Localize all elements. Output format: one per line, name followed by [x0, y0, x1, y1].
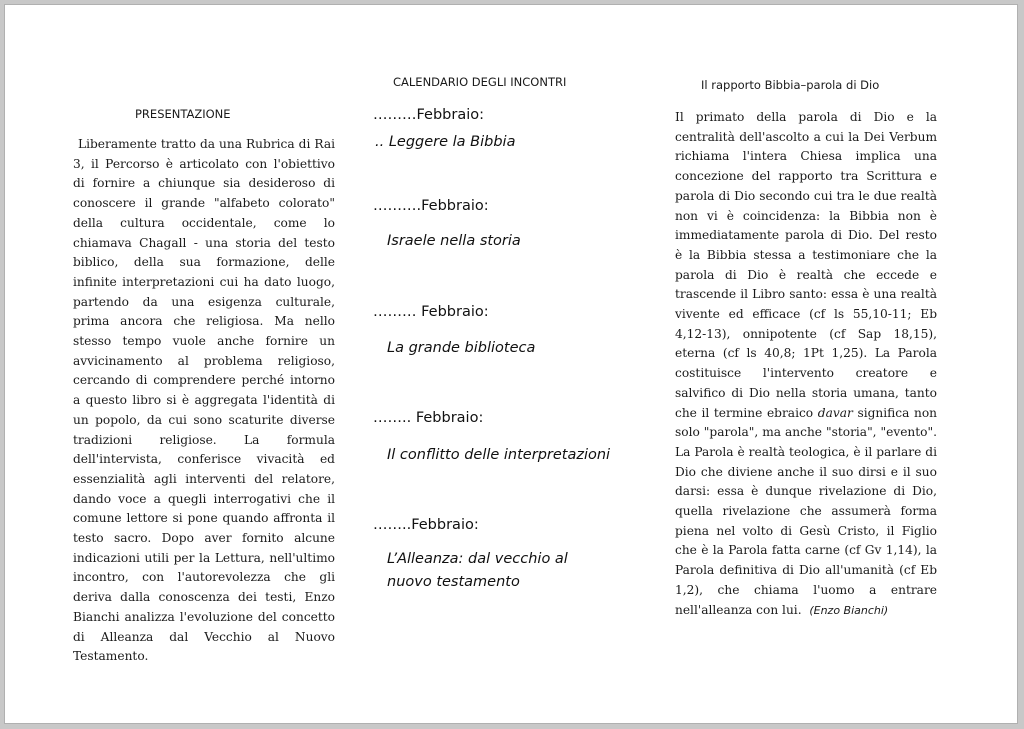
calendar-date-3: ……… Febbraio: [373, 304, 489, 320]
calendar-title-3: La grande biblioteca [387, 340, 536, 356]
calendar-date-5: ……..Febbraio: [373, 517, 479, 533]
rapporto-body-part-1: Il primato della parola di Dio e la centralità dell'ascolto a cui la Dei Verbum richiama l'intera Chiesa implica una concezione del rapporto tra Scrittura e parola di Dio secondo cui tra le due realtà non vi è coincidenza: la Bibbia non è immediatamente parola di Dio. Del resto è la Bibbia stessa a testimoniare che la parola di Dio è realtà che eccede e trascende il Libro santo: essa è una realtà vivente ed efficace (cf ls 55,10-11; Eb 4,12-13), onnipotente (cf Sap 18,15), eterna (cf ls 40,8; 1Pt 1,25). La Parola costituisce l'intervento creatore e salvifico di Dio nella storia umana, tanto che il termine ebraico [675, 110, 937, 420]
calendar-title-1: .. Leggere la Bibbia [375, 134, 516, 150]
calendar-date-4: …….. Febbraio: [373, 410, 484, 426]
rapporto-heading: Il rapporto Bibbia–parola di Dio [701, 78, 880, 92]
calendar-date-2: ……….Febbraio: [373, 198, 489, 214]
rapporto-signature: (Enzo Bianchi) [809, 603, 889, 617]
presentazione-heading: PRESENTAZIONE [135, 107, 231, 121]
brochure-page [5, 5, 1017, 723]
calendar-date-1: ………Febbraio: [373, 107, 485, 123]
calendar-title-2: Israele nella storia [387, 233, 521, 249]
calendario-heading: CALENDARIO DEGLI INCONTRI [393, 75, 567, 89]
calendar-title-4: Il conflitto delle interpretazioni [387, 447, 611, 463]
calendar-title-5: L’Alleanza: dal vecchio al nuovo testamento [387, 551, 568, 590]
presentazione-body: Liberamente tratto da una Rubrica di Rai 3, il Percorso è articolato con l'obiettivo di fornire a chiunque sia desideroso di conoscere il grande "alfabeto colorato" della cultura occidentale, come lo chiamava Chagall - una storia del testo biblico, della sua formazione, delle infinite interpretazioni cui ha dato luogo, partendo da una esigenza culturale, prima ancora che religiosa. Ma nello stesso tempo vuole anche fornire un avvicinamento al problema religioso, cercando di comprendere perché intorno a questo libro si è aggregata l'identità di un popolo, da cui sono scaturite diverse tradizioni religiose. La formula dell'intervista, conferisce vivacità ed essenzialità agli interventi del relatore, dando voce a quegli interrogativi che il comune lettore si pone quando affronta il testo sacro. Dopo aver fornito alcune indicazioni utili per la Lettura, nell'ultimo incontro, con l'autorevolezza che gli deriva dalla conoscenza dei testi, Enzo Bianchi analizza l'evoluzione del concetto di Alleanza dal Vecchio al Nuovo Testamento. [73, 137, 335, 664]
rapporto-body-italic-word: davar [817, 405, 853, 420]
rapporto-body-part-2: significa non solo "parola", ma anche "storia", "evento". La Parola è realtà teologica, è il parlare di Dio che diviene anche il suo dirsi e il suo darsi: essa è dunque rivelazione di Dio, quella rivelazione che assumerà forma piena nel volto di Gesù Cristo, il Figlio che è la Parola fatta carne (cf Gv 1,14), la Parola definitiva di Dio all'umanità (cf Eb 1,2), che chiama l'uomo a entrare nell'alleanza con lui. [675, 405, 938, 617]
rapporto-body [675, 108, 937, 620]
